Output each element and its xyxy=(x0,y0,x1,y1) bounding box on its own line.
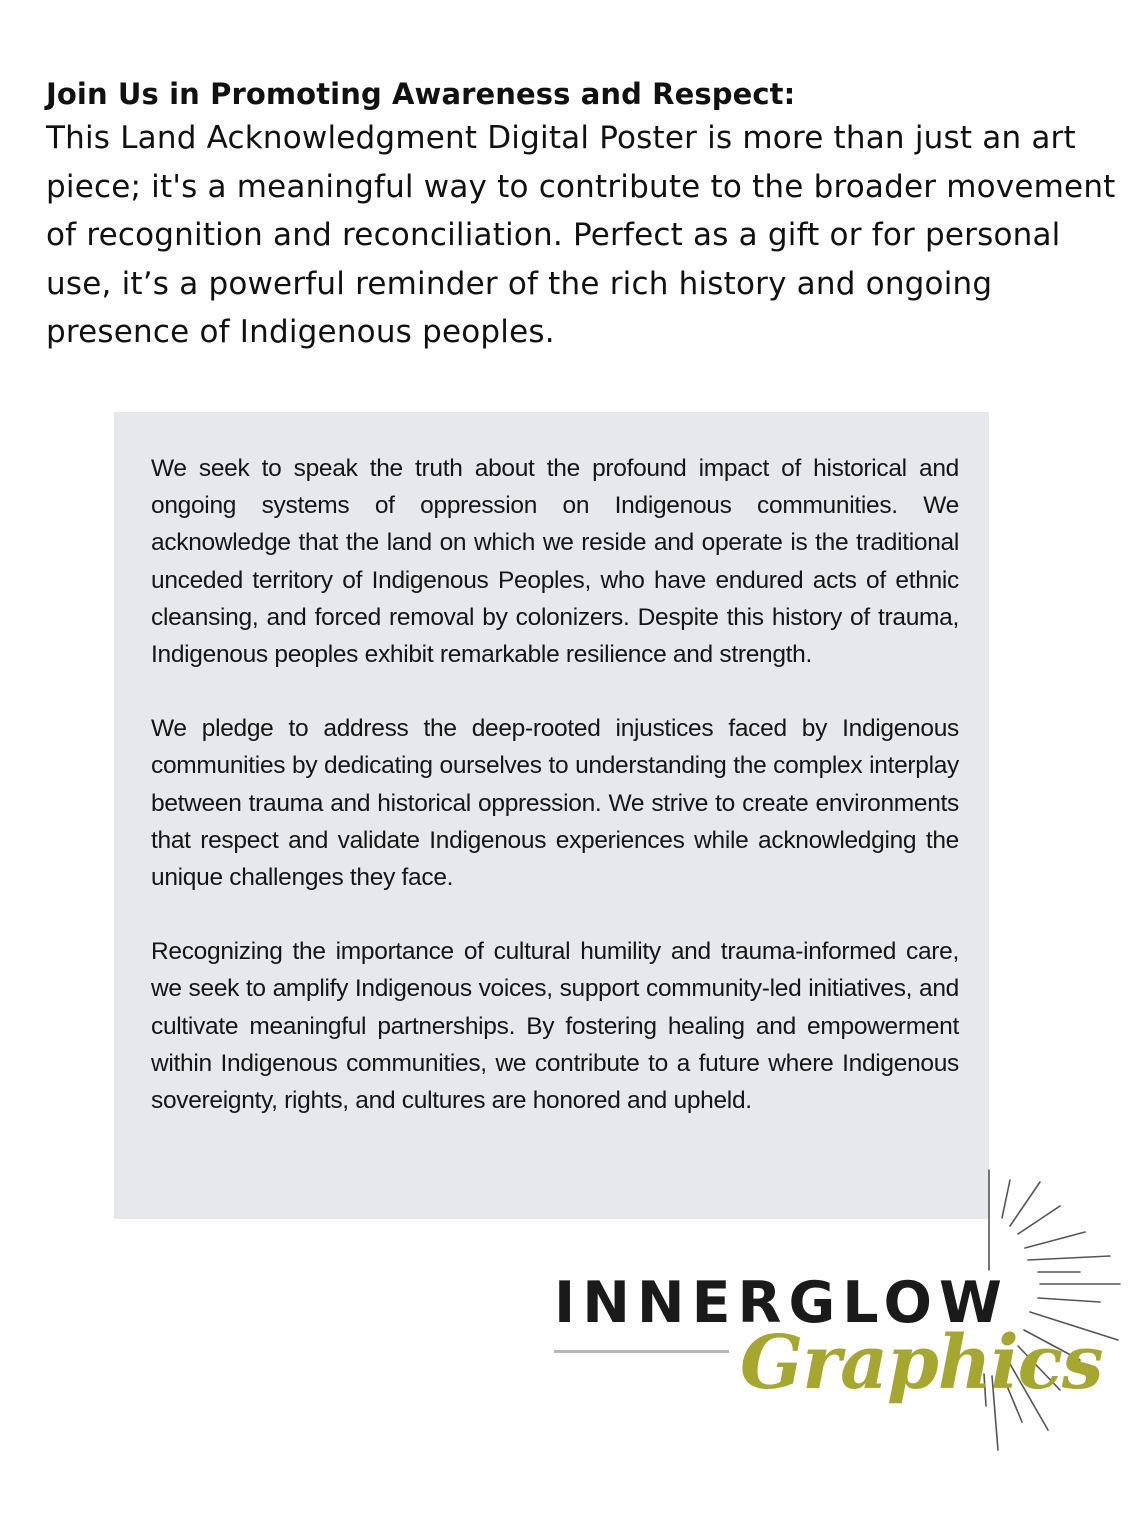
intro-section xyxy=(46,74,1116,357)
statement-paragraph-3: Recognizing the importance of cultural humility and trauma-informed care, we seek to amplify Indigenous voices, support community-led initiatives, and cultivate meaningful partnerships. By fostering healing and empowerment within Indigenous communities, we contribute to a future where Indigenous sovereignty, rights, and cultures are honored and upheld. xyxy=(151,938,959,1115)
logo-script-text: Graphics xyxy=(740,1320,1103,1406)
acknowledgment-statement-box xyxy=(114,412,989,1219)
logo-divider xyxy=(554,1350,729,1353)
intro-text: This Land Acknowledgment Digital Poster is more than just an art piece; it's a meaningful way to contribute to the broader movement of recognition and reconciliation. Perfect as a gift or for personal use, it’s a powerful reminder of the rich history and ongoing presence of Indigenous peoples. xyxy=(46,120,1116,350)
innerglow-graphics-logo xyxy=(540,1160,1140,1460)
statement-paragraph-1: We seek to speak the truth about the profound impact of historical and ongoing systems of oppression on Indigenous communities. We acknowledge that the land on which we reside and operate is the traditional unceded territory of Indigenous Peoples, who have endured acts of ethnic cleansing, and forced removal by colonizers. Despite this history of trauma, Indigenous peoples exhibit remarkable resilience and strength. xyxy=(151,455,959,669)
intro-heading: Join Us in Promoting Awareness and Respect: xyxy=(46,77,796,111)
statement-paragraph-2: We pledge to address the deep-rooted injustices faced by Indigenous communities by dedicating ourselves to understanding the complex interplay between trauma and historical oppression. We strive to create environments that respect and validate Indigenous experiences while acknowledging the unique challenges they face. xyxy=(151,715,959,892)
logo-wordmark: INNERGLOW xyxy=(554,1270,1009,1336)
